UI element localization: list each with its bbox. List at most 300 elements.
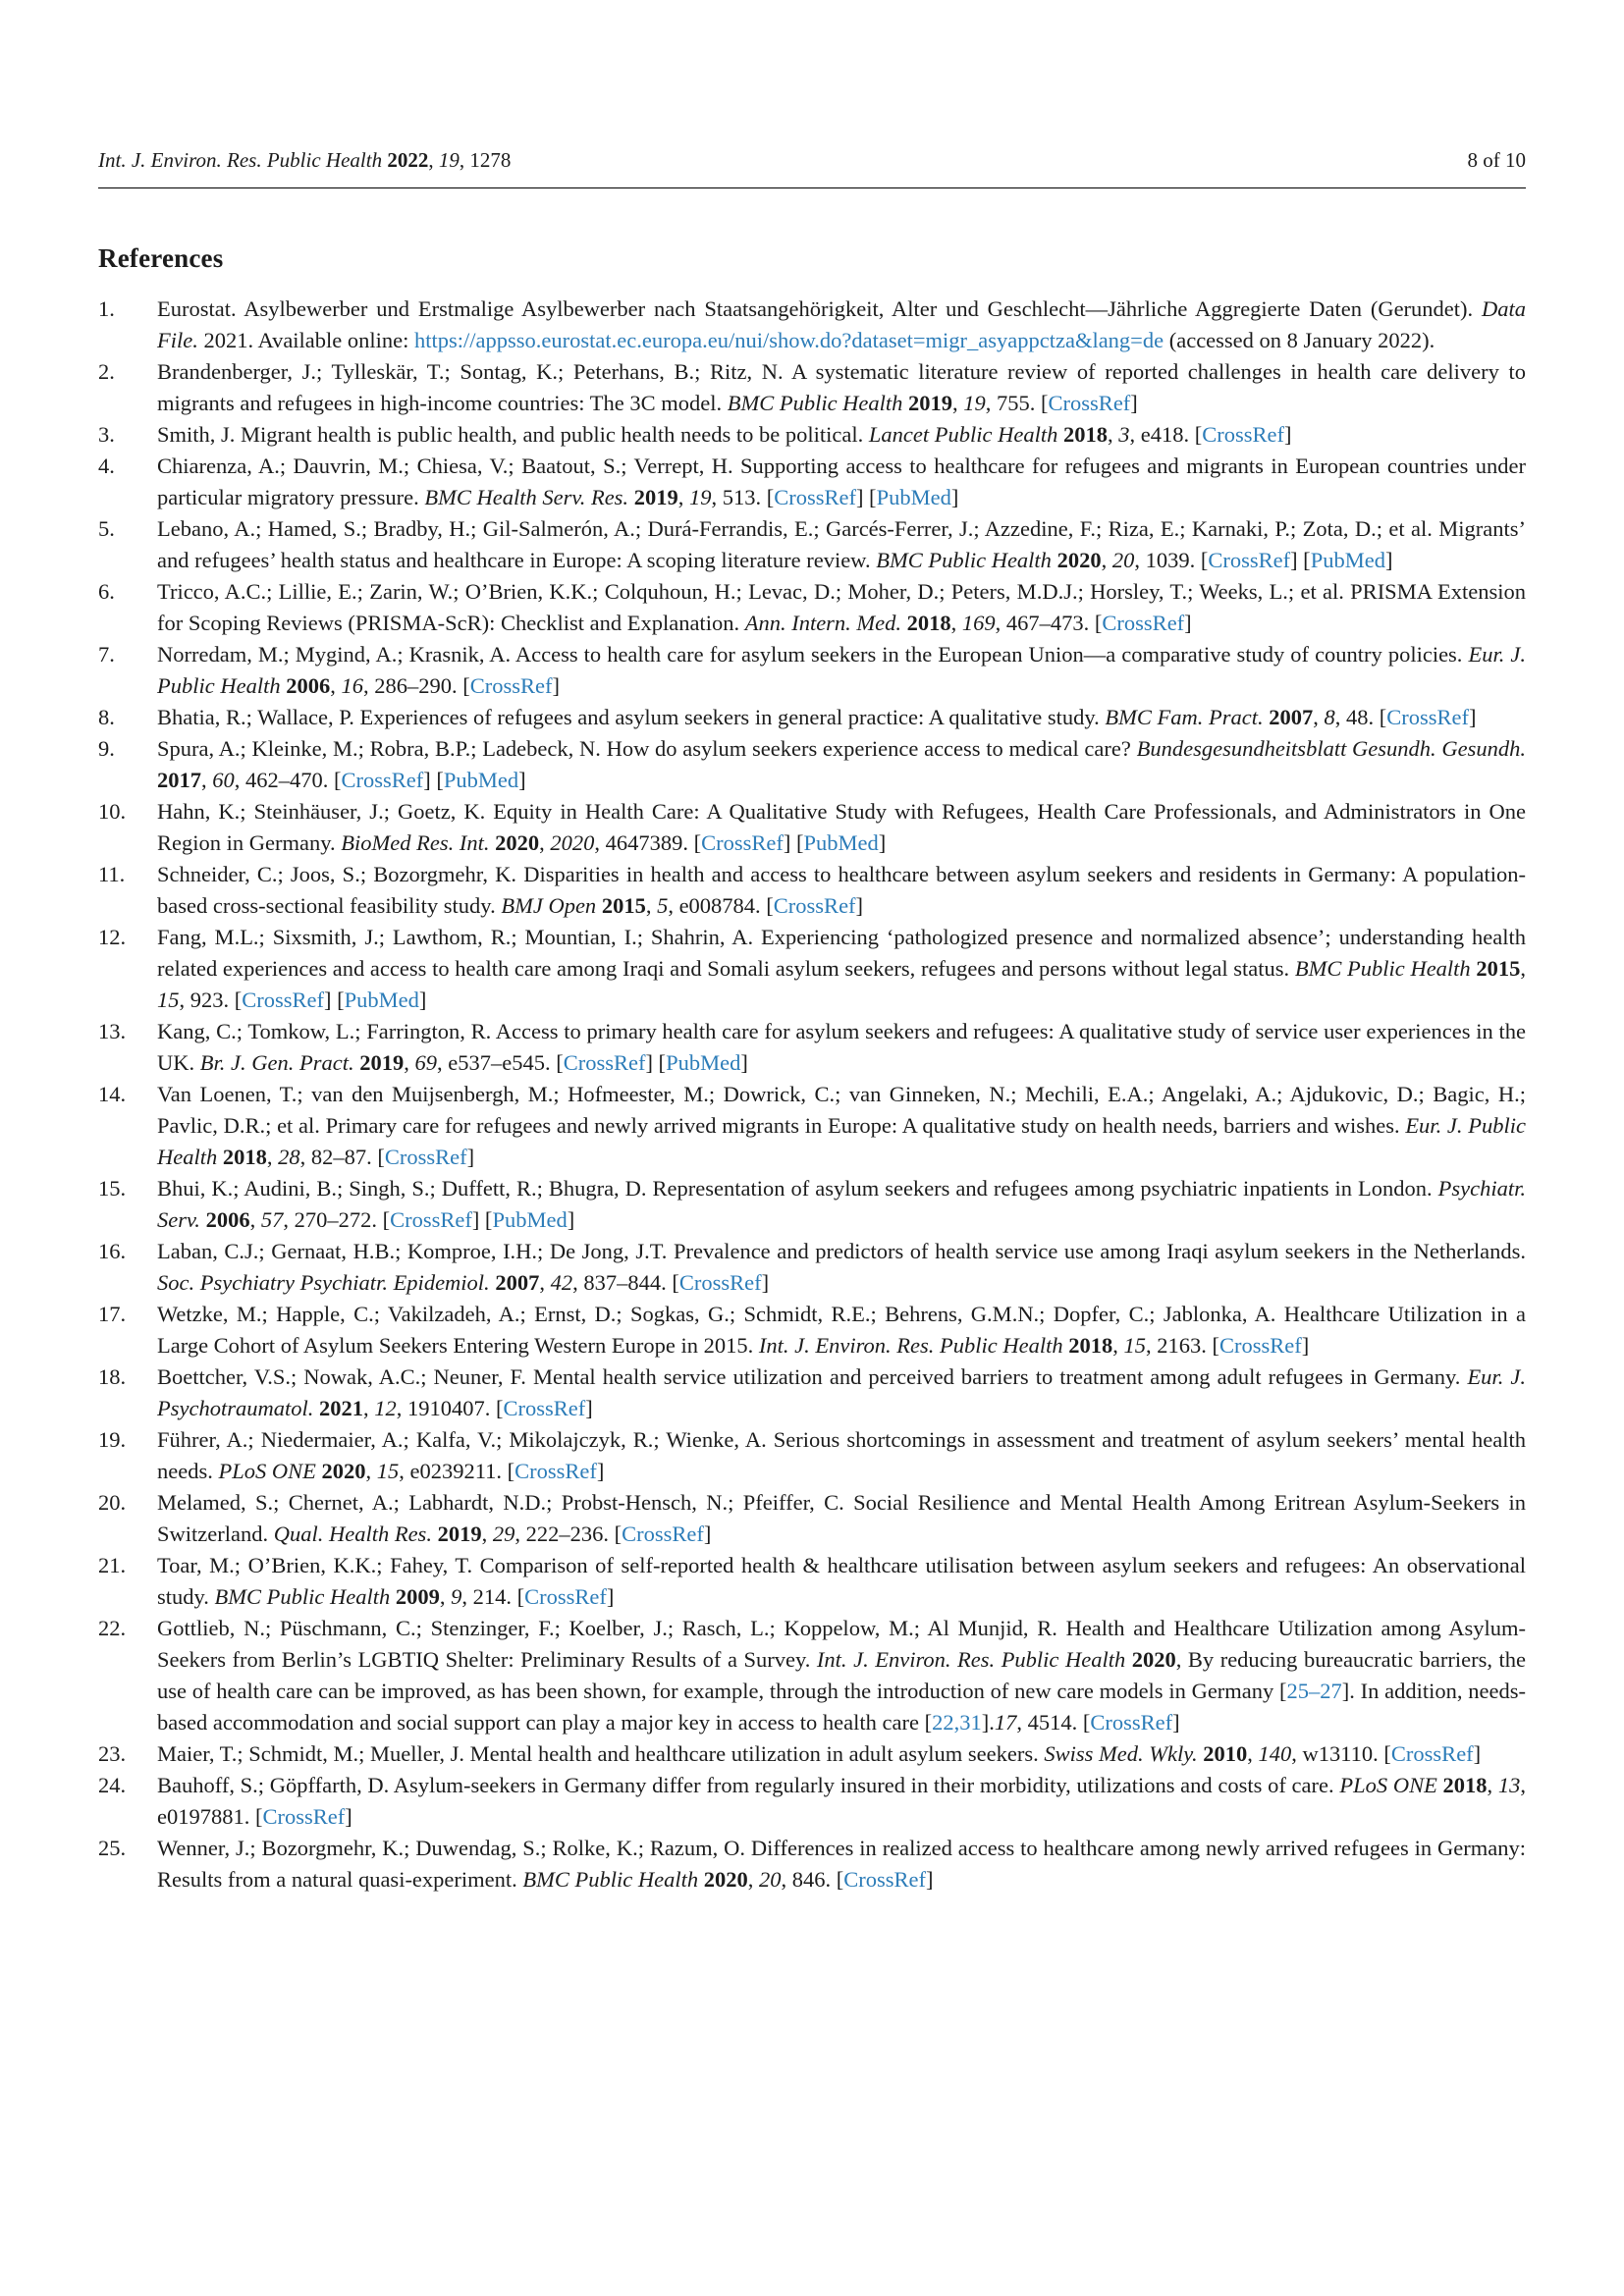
text-segment: ]. In addition, needs-based accommodation and social support can play a major key in access to health care [: [157, 1679, 1527, 1735]
text-segment: BMC Public Health: [214, 1584, 391, 1609]
reference-text: [157, 702, 1526, 733]
reference-number: 24.: [98, 1773, 127, 1797]
reference-link[interactable]: CrossRef: [1102, 611, 1185, 635]
page-number-indicator: 8 of 10: [1467, 148, 1526, 172]
text-segment: ,: [952, 391, 964, 415]
reference-text: [157, 639, 1526, 702]
text-segment: , 467–473. [: [995, 611, 1103, 635]
text-segment: ]: [1172, 1710, 1180, 1735]
text-segment: BMC Public Health: [522, 1867, 699, 1892]
page-header: [98, 147, 1526, 173]
text-segment: ,: [1520, 956, 1526, 981]
reference-link[interactable]: CrossRef: [622, 1522, 704, 1546]
reference-number: 21.: [98, 1553, 127, 1577]
reference-number: 7.: [98, 642, 115, 667]
reference-number: 23.: [98, 1741, 127, 1766]
text-segment: 2018: [222, 1145, 267, 1169]
text-segment: ]: [466, 1145, 475, 1169]
reference-link[interactable]: CrossRef: [1386, 705, 1469, 729]
text-segment: 60: [212, 768, 235, 792]
reference-link[interactable]: PubMed: [803, 830, 879, 855]
reference-item: [98, 1079, 1526, 1173]
reference-item: [98, 1236, 1526, 1299]
text-segment: 169: [961, 611, 996, 635]
reference-text: [157, 796, 1526, 859]
text-segment: ,: [428, 148, 439, 172]
text-segment: ]: [345, 1804, 352, 1829]
text-segment: Lebano, A.; Hamed, S.; Bradby, H.; Gil-Salmerón, A.; Durá-Ferrandis, E.; Garcés-Ferrer, J.; Azzedine, F.; Riza, E.; Karnaki, P.; Zota, D.; et al. Migrants’ and refugees’ health status and healthcare in Europe: A scoping literature review.: [157, 516, 1526, 572]
reference-number: 13.: [98, 1019, 127, 1043]
text-segment: Bhui, K.; Audini, B.; Singh, S.; Duffett, R.; Bhugra, D. Representation of asylum seekers and refugees among psychiatric inpatients in London.: [157, 1176, 1438, 1201]
text-segment: 28: [278, 1145, 300, 1169]
reference-link[interactable]: CrossRef: [1090, 1710, 1173, 1735]
reference-link[interactable]: CrossRef: [384, 1145, 467, 1169]
text-segment: Eur. J. Public Health: [157, 1113, 1526, 1169]
text-segment: Bauhoff, S.; Göpffarth, D. Asylum-seekers in Germany differ from regularly insured in their morbidity, utilizations and costs of care.: [157, 1773, 1340, 1797]
text-segment: 5: [657, 893, 669, 918]
text-segment: Smith, J. Migrant health is public health, and public health needs to be political.: [157, 422, 869, 447]
reference-link[interactable]: CrossRef: [1208, 548, 1291, 572]
text-segment: 2018: [1068, 1333, 1113, 1358]
text-segment: , w13110. [: [1291, 1741, 1391, 1766]
reference-item: [98, 1424, 1526, 1487]
text-segment: 19: [688, 485, 712, 509]
reference-number: 25.: [98, 1836, 127, 1860]
text-segment: ] [: [855, 485, 877, 509]
reference-text: [157, 1079, 1526, 1173]
text-segment: 12: [374, 1396, 397, 1420]
text-segment: ]: [567, 1207, 575, 1232]
text-segment: , 1278: [459, 148, 512, 172]
reference-item: [98, 1173, 1526, 1236]
text-segment: , 1039. [: [1134, 548, 1209, 572]
reference-item: [98, 1738, 1526, 1770]
reference-list: [98, 294, 1526, 1896]
text-segment: Tricco, A.C.; Lillie, E.; Zarin, W.; O’Brien, K.K.; Colquhoun, H.; Levac, D.; Moher, D.; Peters, M.D.J.; Horsley, T.; Weeks, L.; et al. PRISMA Extension for Scoping Reviews (PRISMA-ScR): Checklist and Explanation.: [157, 579, 1526, 635]
text-segment: 2009: [395, 1584, 440, 1609]
text-segment: ] [: [783, 830, 804, 855]
text-segment: BMC Public Health: [727, 391, 903, 415]
reference-item: [98, 1550, 1526, 1613]
text-segment: 2015: [601, 893, 646, 918]
reference-link[interactable]: CrossRef: [469, 673, 553, 698]
text-segment: ]: [418, 988, 427, 1012]
reference-text: [157, 1550, 1526, 1613]
text-segment: ,: [747, 1867, 759, 1892]
reference-link[interactable]: CrossRef: [701, 830, 784, 855]
reference-item: [98, 922, 1526, 1016]
reference-link[interactable]: CrossRef: [341, 768, 424, 792]
text-segment: 2020: [703, 1867, 748, 1892]
text-segment: , 923. [: [179, 988, 243, 1012]
text-segment: ]: [1468, 705, 1477, 729]
text-segment: 8: [1324, 705, 1335, 729]
text-segment: PLoS ONE: [218, 1459, 316, 1483]
text-segment: 69: [414, 1050, 437, 1075]
reference-link[interactable]: CrossRef: [774, 485, 856, 509]
text-segment: ,: [645, 893, 658, 918]
text-segment: 2010: [1203, 1741, 1248, 1766]
reference-number: 11.: [98, 862, 126, 886]
reference-link[interactable]: CrossRef: [1390, 1741, 1474, 1766]
text-segment: ]: [703, 1522, 712, 1546]
text-segment: (accessed on 8 January 2022).: [1164, 328, 1435, 352]
reference-number: 12.: [98, 925, 127, 949]
text-segment: ]: [1130, 391, 1138, 415]
reference-link[interactable]: 22,31: [932, 1710, 982, 1735]
text-segment: Qual. Health Res.: [273, 1522, 432, 1546]
text-segment: 2019: [437, 1522, 482, 1546]
text-segment: ].: [981, 1710, 995, 1735]
running-title: [98, 147, 511, 173]
reference-item: [98, 1362, 1526, 1424]
reference-text: [157, 859, 1526, 922]
reference-link[interactable]: CrossRef: [843, 1867, 926, 1892]
text-segment: 3: [1118, 422, 1130, 447]
reference-item: [98, 1833, 1526, 1896]
text-segment: ]: [855, 893, 864, 918]
text-segment: 2019: [908, 391, 953, 415]
text-segment: ]: [1384, 548, 1393, 572]
text-segment: Bhatia, R.; Wallace, P. Experiences of refugees and asylum seekers in general practice: A qualitative study.: [157, 705, 1106, 729]
text-segment: ]: [606, 1584, 615, 1609]
reference-text: [157, 1236, 1526, 1299]
text-segment: , 2163. [: [1145, 1333, 1219, 1358]
reference-link[interactable]: CrossRef: [524, 1584, 607, 1609]
reference-link[interactable]: CrossRef: [678, 1270, 762, 1295]
text-segment: 2020: [1056, 548, 1102, 572]
reference-item: [98, 576, 1526, 639]
text-segment: ,: [365, 1459, 377, 1483]
reference-text: [157, 733, 1526, 796]
text-segment: 16: [341, 673, 363, 698]
reference-text: [157, 1424, 1526, 1487]
text-segment: , 846. [: [781, 1867, 844, 1892]
text-segment: Wetzke, M.; Happle, C.; Vakilzadeh, A.; Ernst, D.; Sogkas, G.; Schmidt, R.E.; Behrens, G.M.N.; Dopfer, C.; Jablonka, A. Healthcare Utilization in a Large Cohort of Asylum Seekers Entering Western Europe in 2015.: [157, 1302, 1526, 1358]
reference-text: [157, 1833, 1526, 1896]
text-segment: BMC Fam. Pract.: [1105, 705, 1264, 729]
reference-item: [98, 294, 1526, 356]
text-segment: 57: [260, 1207, 284, 1232]
reference-number: 22.: [98, 1616, 127, 1640]
text-segment: Van Loenen, T.; van den Muijsenbergh, M.; Hofmeester, M.; Dowrick, C.; van Ginneken, N.; Mechili, E.A.; Angelaki, A.; Ajdukovic, D.; Bagic, H.; Pavlic, D.R.; et al. Primary care for refugees and newly arrived migrants in Europe: A qualitative study on health needs, barriers and wishes.: [157, 1082, 1526, 1138]
text-segment: ,: [201, 768, 213, 792]
text-segment: ]: [740, 1050, 748, 1075]
reference-link[interactable]: CrossRef: [242, 988, 324, 1012]
text-segment: Boettcher, V.S.; Nowak, A.C.; Neuner, F. Mental health service utilization and perceived barriers to treatment among adult refugees in Germany.: [157, 1364, 1468, 1389]
reference-text: [157, 576, 1526, 639]
text-segment: 2006: [286, 673, 331, 698]
text-segment: ]: [1301, 1333, 1310, 1358]
text-segment: ]: [950, 485, 959, 509]
text-segment: , 462–470. [: [234, 768, 342, 792]
reference-text: [157, 1016, 1526, 1079]
reference-text: [157, 1487, 1526, 1550]
text-segment: BMC Public Health: [1294, 956, 1471, 981]
text-segment: 15: [1123, 1333, 1146, 1358]
reference-text: [157, 922, 1526, 1016]
text-segment: 9: [451, 1584, 462, 1609]
text-segment: 2019: [633, 485, 678, 509]
text-segment: Bundesgesundheitsblatt Gesundh. Gesundh.: [1136, 736, 1526, 761]
reference-text: [157, 356, 1526, 419]
text-segment: Eur. J. Psychotraumatol.: [157, 1364, 1526, 1420]
reference-number: 4.: [98, 454, 115, 478]
text-segment: 2022: [387, 148, 429, 172]
text-segment: 2019: [359, 1050, 405, 1075]
text-segment: Wenner, J.; Bozorgmehr, K.; Duwendag, S.; Rolke, K.; Razum, O. Differences in realized access to healthcare among newly arrived refugees in Germany: Results from a natural quasi-experiment.: [157, 1836, 1526, 1892]
text-segment: 17: [994, 1710, 1017, 1735]
text-segment: Gottlieb, N.; Püschmann, C.; Stenzinger, F.; Koelber, J.; Rasch, L.; Koppelow, M.; Al Munjid, R. Health and Healthcare Utilization among Asylum-Seekers from Berlin’s LGBTIQ Shelter: Preliminary Results of a Survey.: [157, 1616, 1526, 1672]
reference-link[interactable]: PubMed: [876, 485, 951, 509]
text-segment: ]: [585, 1396, 593, 1420]
text-segment: ,: [404, 1050, 415, 1075]
text-segment: ,: [950, 611, 962, 635]
text-segment: 2020: [495, 830, 540, 855]
reference-item: [98, 419, 1526, 451]
reference-number: 17.: [98, 1302, 127, 1326]
reference-item: [98, 1613, 1526, 1738]
reference-item: [98, 356, 1526, 419]
reference-link[interactable]: PubMed: [344, 988, 419, 1012]
text-segment: Spura, A.; Kleinke, M.; Robra, B.P.; Ladebeck, N. How do asylum seekers experience access to medical care?: [157, 736, 1137, 761]
reference-link[interactable]: CrossRef: [390, 1207, 472, 1232]
text-segment: ] [: [645, 1050, 667, 1075]
text-segment: ,: [1247, 1741, 1259, 1766]
text-segment: Laban, C.J.; Gernaat, H.B.; Komproe, I.H.; De Jong, J.T. Prevalence and predictors of health service use among Iraqi asylum seekers in the Netherlands.: [157, 1239, 1526, 1263]
reference-text: [157, 513, 1526, 576]
text-segment: , 82–87. [: [299, 1145, 385, 1169]
reference-link[interactable]: CrossRef: [503, 1396, 586, 1420]
reference-link[interactable]: PubMed: [1310, 548, 1385, 572]
text-segment: 2007: [1269, 705, 1314, 729]
reference-link[interactable]: PubMed: [492, 1207, 568, 1232]
text-segment: 2018: [906, 611, 951, 635]
text-segment: Melamed, S.; Chernet, A.; Labhardt, N.D.; Probst-Hensch, N.; Pfeiffer, C. Social Resilience and Mental Health Among Eritrean Asylum-Seekers in Switzerland.: [157, 1490, 1526, 1546]
text-segment: 20: [1111, 548, 1135, 572]
reference-text: [157, 1362, 1526, 1424]
text-segment: Kang, C.; Tomkow, L.; Farrington, R. Access to primary health care for asylum seekers and refugees: A qualitative study of service user experiences in the UK.: [157, 1019, 1526, 1075]
text-segment: ,: [539, 1270, 551, 1295]
text-segment: ]: [1283, 422, 1292, 447]
text-segment: , 837–844. [: [572, 1270, 679, 1295]
reference-link[interactable]: CrossRef: [1202, 422, 1284, 447]
reference-link[interactable]: PubMed: [443, 768, 519, 792]
text-segment: ]: [1473, 1741, 1482, 1766]
text-segment: ] [: [471, 1207, 493, 1232]
reference-number: 6.: [98, 579, 115, 604]
text-segment: Schneider, C.; Joos, S.; Bozorgmehr, K. Disparities in health and access to healthcare between asylum seekers and residents in Germany: A population-based cross-sectional feasibility study.: [157, 862, 1526, 918]
text-segment: Eurostat. Asylbewerber und Erstmalige Asylbewerber nach Staatsangehörigkeit, Alter und Geschlecht—Jährliche Aggregierte Daten (Gerundet).: [157, 296, 1482, 321]
text-segment: 2007: [495, 1270, 540, 1295]
reference-link[interactable]: CrossRef: [563, 1050, 646, 1075]
text-segment: 15: [157, 988, 180, 1012]
text-segment: ]: [518, 768, 526, 792]
reference-item: [98, 1016, 1526, 1079]
text-segment: 2006: [205, 1207, 250, 1232]
text-segment: ,: [1107, 422, 1119, 447]
text-segment: ,: [249, 1207, 261, 1232]
text-segment: 2018: [1062, 422, 1108, 447]
reference-item: [98, 639, 1526, 702]
text-segment: ]: [552, 673, 560, 698]
text-segment: 2021: [318, 1396, 363, 1420]
reference-link[interactable]: 25–27: [1286, 1679, 1342, 1703]
text-segment: ] [: [1290, 548, 1311, 572]
reference-item: [98, 1299, 1526, 1362]
reference-item: [98, 513, 1526, 576]
reference-item: [98, 1770, 1526, 1833]
reference-item: [98, 796, 1526, 859]
reference-link[interactable]: PubMed: [666, 1050, 741, 1075]
text-segment: ]: [761, 1270, 770, 1295]
reference-number: 19.: [98, 1427, 127, 1452]
reference-text: [157, 1613, 1526, 1738]
text-segment: BMC Health Serv. Res.: [424, 485, 629, 509]
text-segment: Brandenberger, J.; Tylleskär, T.; Sontag, K.; Peterhans, B.; Ritz, N. A systematic literature review of reported challenges in health care delivery to migrants and refugees in high-income countries: The 3C model.: [157, 359, 1526, 415]
reference-number: 15.: [98, 1176, 127, 1201]
header-rule: [98, 187, 1526, 188]
text-segment: ,: [439, 1584, 452, 1609]
text-segment: Int. J. Environ. Res. Public Health: [758, 1333, 1063, 1358]
reference-link[interactable]: https://appsso.eurostat.ec.europa.eu/nui/show.do?dataset=migr_asyappctza&lang=de: [414, 328, 1164, 352]
text-segment: , e537–e545. [: [436, 1050, 564, 1075]
text-segment: Swiss Med. Wkly.: [1044, 1741, 1198, 1766]
text-segment: 19: [963, 391, 986, 415]
reference-number: 8.: [98, 705, 115, 729]
reference-number: 10.: [98, 799, 127, 824]
text-segment: 2017: [157, 768, 201, 792]
text-segment: Maier, T.; Schmidt, M.; Mueller, J. Mental health and healthcare utilization in adult asylum seekers.: [157, 1741, 1045, 1766]
reference-text: [157, 1173, 1526, 1236]
reference-link[interactable]: CrossRef: [514, 1459, 597, 1483]
text-segment: , 270–272. [: [283, 1207, 391, 1232]
reference-item: [98, 859, 1526, 922]
text-segment: , 214. [: [461, 1584, 525, 1609]
text-segment: Hahn, K.; Steinhäuser, J.; Goetz, K. Equity in Health Care: A Qualitative Study with Refugees, Health Care Professionals, and Administrators in One Region in Germany.: [157, 799, 1526, 855]
text-segment: Lancet Public Health: [868, 422, 1058, 447]
text-segment: BioMed Res. Int.: [341, 830, 490, 855]
text-segment: 2021. Available online:: [197, 328, 415, 352]
text-segment: ]: [878, 830, 887, 855]
text-segment: Data File.: [157, 296, 1526, 352]
text-segment: 29: [492, 1522, 515, 1546]
reference-item: [98, 733, 1526, 796]
reference-text: [157, 451, 1526, 513]
text-segment: ] [: [324, 988, 345, 1012]
text-segment: Führer, A.; Niedermaier, A.; Kalfa, V.; Mikolajczyk, R.; Wienke, A. Serious shortcomings in assessment and treatment of asylum seekers’ mental health needs.: [157, 1427, 1526, 1483]
text-segment: 2020: [321, 1459, 366, 1483]
text-segment: PLoS ONE: [1339, 1773, 1437, 1797]
text-segment: ,: [1313, 705, 1325, 729]
text-segment: BMJ Open: [501, 893, 597, 918]
text-segment: ,: [1487, 1773, 1498, 1797]
text-segment: 13: [1497, 1773, 1521, 1797]
text-segment: ]: [926, 1867, 934, 1892]
text-segment: 2020: [550, 830, 595, 855]
text-segment: ,: [266, 1145, 279, 1169]
text-segment: ]: [1184, 611, 1192, 635]
reference-item: [98, 702, 1526, 733]
reference-number: 2.: [98, 359, 115, 384]
reference-link[interactable]: CrossRef: [1218, 1333, 1302, 1358]
references-heading: References: [98, 243, 224, 273]
text-segment: Eur. J. Public Health: [157, 642, 1526, 698]
reference-link[interactable]: CrossRef: [773, 893, 856, 918]
reference-text: [157, 1738, 1526, 1770]
reference-number: 14.: [98, 1082, 127, 1106]
text-segment: ,: [481, 1522, 493, 1546]
reference-text: [157, 419, 1526, 451]
text-segment: ,: [677, 485, 689, 509]
reference-text: [157, 1299, 1526, 1362]
reference-number: 9.: [98, 736, 115, 761]
text-segment: Fang, M.L.; Sixsmith, J.; Lawthom, R.; Mountian, I.; Shahrin, A. Experiencing ‘pathologized presence and normalized absence’; understanding health related experiences and access to health care among Iraqi and Somali asylum seekers, refugees and persons without legal status.: [157, 925, 1526, 981]
text-segment: , e418. [: [1129, 422, 1203, 447]
text-segment: Chiarenza, A.; Dauvrin, M.; Chiesa, V.; Baatout, S.; Verrept, H. Supporting access to healthcare for refugees and migrants in European countries under particular migratory pressure.: [157, 454, 1526, 509]
text-segment: Ann. Intern. Med.: [744, 611, 902, 635]
text-segment: , e008784. [: [668, 893, 774, 918]
text-segment: , 222–236. [: [514, 1522, 623, 1546]
reference-number: 1.: [98, 296, 115, 321]
text-segment: Psychiatr. Serv.: [157, 1176, 1526, 1232]
text-segment: 140: [1258, 1741, 1292, 1766]
reference-number: 18.: [98, 1364, 127, 1389]
text-segment: ,: [1112, 1333, 1124, 1358]
reference-link[interactable]: CrossRef: [262, 1804, 346, 1829]
text-segment: 20: [759, 1867, 782, 1892]
text-segment: , 4647389. [: [594, 830, 702, 855]
text-segment: ,: [362, 1396, 375, 1420]
text-segment: ]: [596, 1459, 605, 1483]
text-segment: ] [: [423, 768, 444, 792]
text-segment: Int. J. Environ. Res. Public Health: [816, 1647, 1126, 1672]
text-segment: Br. J. Gen. Pract.: [199, 1050, 354, 1075]
text-segment: 2015: [1476, 956, 1521, 981]
text-segment: Norredam, M.; Mygind, A.; Krasnik, A. Access to health care for asylum seekers in the European Union—a comparative study of country policies.: [157, 642, 1469, 667]
reference-number: 3.: [98, 422, 115, 447]
reference-text: [157, 294, 1526, 356]
text-segment: Soc. Psychiatry Psychiatr. Epidemiol.: [157, 1270, 490, 1295]
text-segment: BMC Public Health: [876, 548, 1052, 572]
text-segment: , e0239211. [: [399, 1459, 515, 1483]
reference-item: [98, 1487, 1526, 1550]
reference-number: 5.: [98, 516, 115, 541]
text-segment: 42: [550, 1270, 573, 1295]
reference-text: [157, 1770, 1526, 1833]
reference-number: 20.: [98, 1490, 127, 1515]
text-segment: , 4514. [: [1016, 1710, 1091, 1735]
text-segment: , 286–290. [: [362, 673, 470, 698]
text-segment: ,: [1101, 548, 1112, 572]
text-segment: 15: [376, 1459, 400, 1483]
text-segment: , 1910407. [: [396, 1396, 504, 1420]
text-segment: , By reducing bureaucratic barriers, the use of health care can be improved, as has been shown, for example, through the introduction of new care models in Germany [: [157, 1647, 1527, 1703]
text-segment: 19: [438, 148, 460, 172]
reference-item: [98, 451, 1526, 513]
text-segment: Toar, M.; O’Brien, K.K.; Fahey, T. Comparison of self-reported health & healthcare utilisation between asylum seekers and refugees: An observational study.: [157, 1553, 1526, 1609]
text-segment: ,: [330, 673, 342, 698]
text-segment: 2018: [1442, 1773, 1488, 1797]
text-segment: , 513. [: [711, 485, 775, 509]
text-segment: Int. J. Environ. Res. Public Health: [98, 148, 388, 172]
reference-link[interactable]: CrossRef: [1048, 391, 1131, 415]
text-segment: ,: [539, 830, 551, 855]
reference-number: 16.: [98, 1239, 127, 1263]
text-segment: , 48. [: [1334, 705, 1387, 729]
text-segment: , e0197881. [: [157, 1773, 1527, 1829]
text-segment: 2020: [1131, 1647, 1176, 1672]
